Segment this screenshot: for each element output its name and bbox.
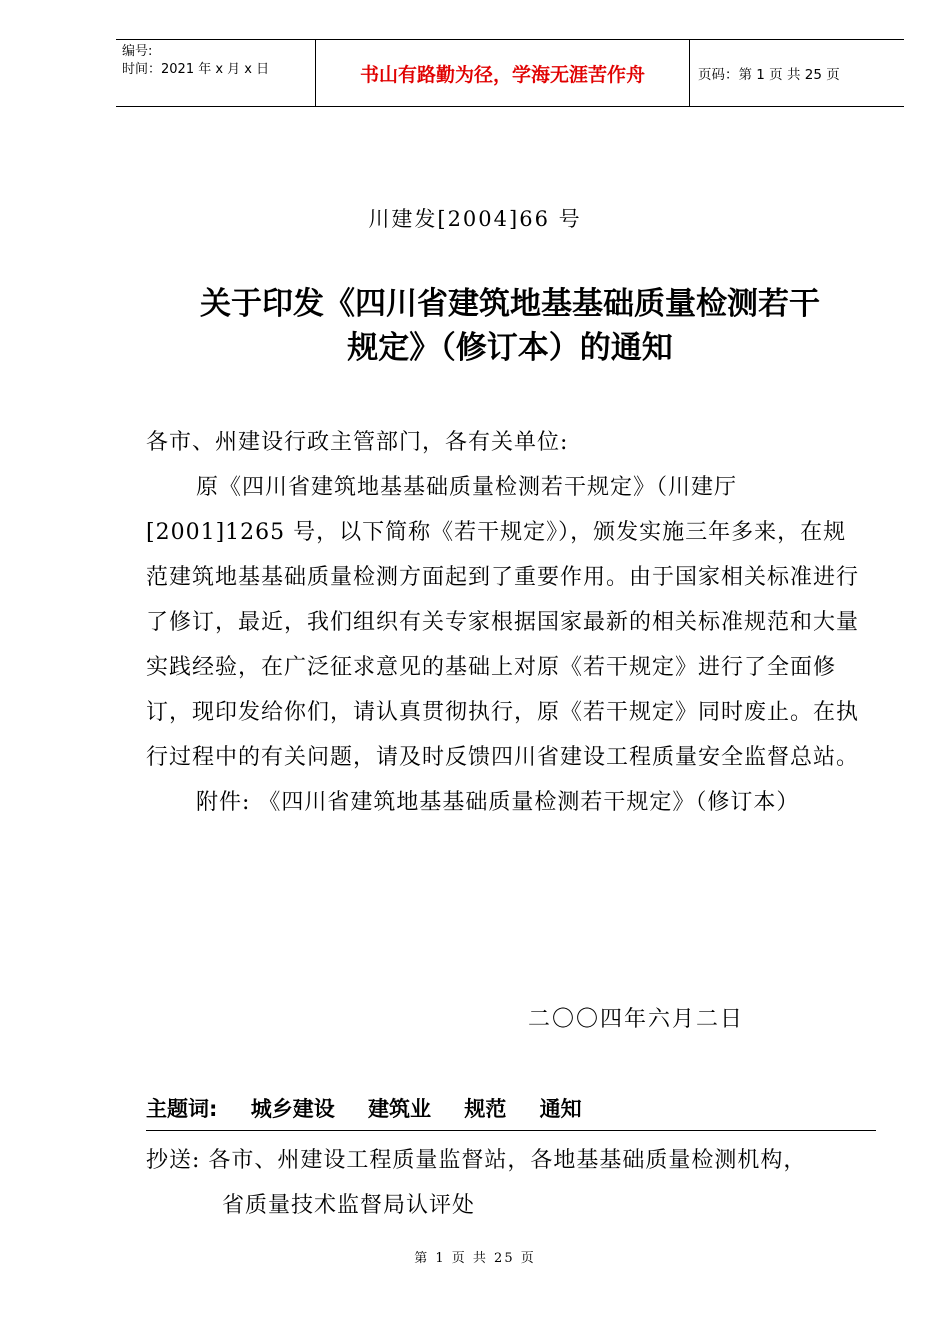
document-number: 川建发[2004]66 号 xyxy=(368,207,582,231)
header-meta xyxy=(116,40,316,106)
topic-keyword: 规范 xyxy=(464,1097,507,1121)
cc-line-2: 省质量技术监督局认评处 xyxy=(222,1193,476,1218)
title-line-1: 关于印发《四川省建筑地基基础质量检测若干 xyxy=(200,286,820,322)
attachment-line: 附件: 《四川省建筑地基基础质量检测若干规定》（修订本） xyxy=(196,790,800,815)
page-footer: 第 1 页 共 25 页 xyxy=(414,1251,536,1266)
topic-words xyxy=(146,1093,582,1123)
header-number-label: 编号: xyxy=(122,44,153,59)
topic-keyword: 城乡建设 xyxy=(250,1097,335,1121)
divider-line xyxy=(146,1130,876,1131)
issue-date: 二〇〇四年六月二日 xyxy=(528,1007,745,1032)
main-paragraph: 原《四川省建筑地基基础质量检测若干规定》（川建厅[2001]1265 号，以下简称《若干规定》），颁发实施三年多来，在规范建筑地基基础质量检测方面起到了重要作用。由于国家相关标准进行了修订，最近，我们组织有关专家根据国家最新的相关标准规范和大量实践经验，在广泛征求意见的基础上对原《若干规定》进行了全面修订，现印发给你们，请认真贯彻执行，原《若干规定》同时废止。在执行过程中的有关问题，请及时反馈四川省建设工程质量安全监督总站。 xyxy=(146,475,860,770)
topic-keyword: 建筑业 xyxy=(368,1097,432,1121)
header-time-label: 时间：2021 年 x 月 x 日 xyxy=(122,62,270,77)
document-body xyxy=(146,420,862,825)
topic-keyword: 通知 xyxy=(539,1097,582,1121)
header-page-info: 页码：第 1 页 共 25 页 xyxy=(698,67,840,83)
title-line-2: 规定》（修订本）的通知 xyxy=(347,330,673,366)
topic-label: 主题词: xyxy=(146,1097,218,1121)
page-header xyxy=(116,39,904,107)
document-title xyxy=(140,282,880,370)
header-motto: 书山有路勤为径，学海无涯苦作舟 xyxy=(316,40,690,106)
carbon-copy xyxy=(146,1138,886,1228)
cc-line-1: 抄送: 各市、州建设工程质量监督站，各地基基础质量检测机构， xyxy=(146,1148,807,1173)
salutation: 各市、州建设行政主管部门，各有关单位: xyxy=(146,430,569,455)
